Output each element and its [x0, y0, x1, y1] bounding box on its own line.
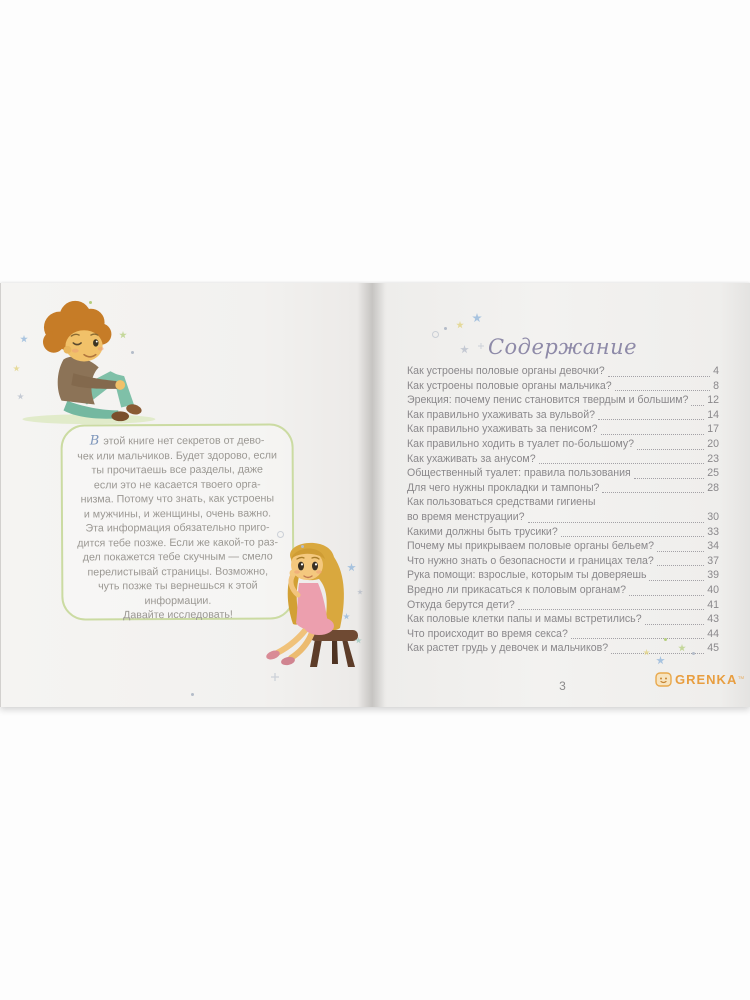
toc-entry-title: Как правильно ухаживать за вульвой? — [407, 408, 596, 421]
left-page — [0, 283, 373, 707]
toc-entry — [407, 598, 719, 613]
toc-leader-dots — [657, 551, 704, 552]
toc-entry-page: 43 — [707, 613, 719, 626]
toc-entry-page: 20 — [707, 437, 719, 450]
toc-entry-title: Рука помощи: взрослые, которым ты доверяешь — [407, 569, 647, 582]
intro-line: дел покажется тебе скучным — смело — [82, 550, 273, 564]
toc-entry — [407, 364, 719, 379]
intro-line: Давайте исследовать! — [123, 608, 233, 622]
toc-entry-title: Почему мы прикрываем половые органы бельем? — [407, 540, 655, 553]
intro-line: если это не касается твоего орга- — [93, 478, 261, 491]
toc-leader-dots — [611, 653, 704, 654]
intro-line: ты прочитаешь все разделы, даже — [91, 463, 264, 477]
toc-entry — [407, 568, 719, 583]
toc-entry-page: 28 — [707, 481, 719, 494]
logo-text: GRENKA — [675, 672, 738, 687]
toc-entry-page: 41 — [707, 598, 719, 611]
star-icon — [456, 321, 464, 329]
toc-entry-title: Что происходит во время секса? — [407, 627, 568, 640]
toc-entry — [407, 612, 719, 627]
intro-line: Эта информация обязательно приго- — [85, 521, 270, 535]
toc-leader-dots — [629, 595, 704, 596]
toc-entry — [407, 641, 719, 656]
toc-entry — [407, 583, 719, 598]
intro-line: низма. Потому что знать, как устроены — [80, 492, 275, 506]
toc-entry — [407, 379, 719, 394]
intro-dropcap: В — [89, 433, 104, 449]
toc-entry-title: Как устроены половые органы девочки? — [407, 365, 605, 377]
logo-trademark: ™ — [737, 676, 745, 683]
star-icon — [357, 589, 363, 595]
toc-entry — [407, 408, 719, 423]
toc-entry-page: 14 — [707, 408, 719, 421]
intro-line: и мужчины, и женщины, очень важно. — [83, 507, 272, 520]
girl-illustration — [253, 531, 373, 671]
intro-line: В этой книге нет секретов от дево- — [89, 433, 265, 449]
toc-entry-page: 37 — [707, 554, 719, 567]
toc-leader-dots — [637, 449, 704, 450]
toc-entry — [407, 437, 719, 452]
page-number: 3 — [559, 679, 566, 693]
intro-line: перелистывай страницы. Возможно, — [87, 565, 269, 578]
toc-leader-dots — [561, 536, 704, 537]
toc-entry-page: 23 — [707, 452, 719, 465]
star-icon — [355, 637, 362, 644]
toc-entry-page: 30 — [707, 510, 719, 523]
sparkle-ring — [277, 531, 284, 538]
toc-leader-dots — [602, 492, 704, 493]
toc-entry — [407, 525, 719, 540]
toc-leader-dots — [634, 478, 704, 479]
toc-entry-title: Как правильно ухаживать за пенисом? — [407, 423, 598, 436]
toc-leader-dots — [657, 565, 704, 566]
toc-entry-page: 44 — [707, 627, 719, 640]
sparkle-dot — [692, 652, 695, 655]
sparkle-dot — [191, 693, 194, 696]
toc-entry-page: 33 — [707, 525, 719, 538]
toc-entry-title: Как половые клетки папы и мамы встретились? — [407, 613, 642, 626]
toc-entry-title: Общественный туалет: правила пользования — [407, 467, 631, 480]
toc-entry-title: Эрекция: почему пенис становится твердым и большим? — [407, 394, 689, 407]
toc-entry — [407, 495, 719, 510]
toc-entry-title: Что нужно знать о безопасности и границах тела? — [407, 554, 654, 567]
toc-entry-page: 17 — [707, 423, 719, 436]
toc-leader-dots — [518, 609, 704, 610]
star-icon — [472, 313, 482, 323]
table-of-contents — [407, 364, 719, 656]
toc-entry-title: во время менструации? — [407, 510, 525, 523]
star-icon — [271, 673, 279, 681]
toc-entry-page: 45 — [707, 642, 719, 655]
toc-leader-dots — [615, 390, 710, 391]
boy-illustration — [11, 295, 161, 427]
toc-entry-title: Какими должны быть трусики? — [407, 525, 558, 538]
toc-entry — [407, 627, 719, 642]
toc-entry-title: Как растет грудь у девочек и мальчиков? — [407, 642, 609, 655]
star-icon — [656, 656, 665, 665]
toc-leader-dots — [598, 419, 704, 420]
toc-leader-dots — [571, 638, 704, 639]
toc-entry-page: 40 — [707, 583, 719, 596]
toc-leader-dots — [691, 405, 704, 406]
sparkle-dot — [444, 327, 447, 330]
toc-entry — [407, 466, 719, 481]
intro-line: чек или мальчиков. Будет здорово, если — [77, 448, 278, 463]
toc-entry-page: 4 — [713, 365, 719, 377]
toc-entry-title: Вредно ли прикасаться к половым органам? — [407, 583, 626, 596]
toast-smiley-icon — [655, 672, 672, 687]
intro-line: дится тебе позже. Если же какой-то раз- — [77, 535, 279, 550]
publisher-logo — [655, 672, 744, 687]
toc-entry-page: 39 — [707, 569, 719, 582]
toc-entry-title: Как устроены половые органы мальчика? — [407, 379, 612, 392]
toc-entry-title: Откуда берутся дети? — [407, 598, 515, 611]
toc-leader-dots — [608, 376, 710, 377]
toc-leader-dots — [528, 522, 705, 523]
sparkle-dot — [664, 638, 667, 641]
toc-entry-page: 8 — [713, 379, 719, 392]
toc-entry — [407, 393, 719, 408]
toc-entry-title: Для чего нужны прокладки и тампоны? — [407, 481, 600, 494]
toc-entry-title: Как пользоваться средствами гигиены — [407, 496, 596, 509]
intro-line: чуть позже ты вернешься к этой — [98, 579, 258, 593]
book-spread — [0, 283, 750, 707]
toc-entry-title: Как правильно ходить в туалет по-большому? — [407, 437, 635, 450]
toc-entry — [407, 452, 719, 467]
toc-leader-dots — [649, 580, 704, 581]
toc-entry — [407, 539, 719, 554]
toc-leader-dots — [601, 434, 705, 435]
toc-entry-page: 12 — [707, 394, 719, 407]
toc-entry — [407, 481, 719, 496]
toc-entry — [407, 422, 719, 437]
toc-entry — [407, 554, 719, 569]
toc-entry-page: 25 — [707, 467, 719, 480]
contents-title: Содержание — [487, 335, 638, 359]
toc-entry — [407, 510, 719, 525]
right-page — [372, 283, 750, 707]
intro-line: информации. — [144, 594, 212, 607]
sparkle-dot — [301, 545, 304, 548]
toc-entry-page: 34 — [707, 540, 719, 553]
toc-entry-title: Как ухаживать за анусом? — [407, 452, 536, 465]
toc-leader-dots — [539, 463, 705, 464]
toc-leader-dots — [645, 624, 705, 625]
